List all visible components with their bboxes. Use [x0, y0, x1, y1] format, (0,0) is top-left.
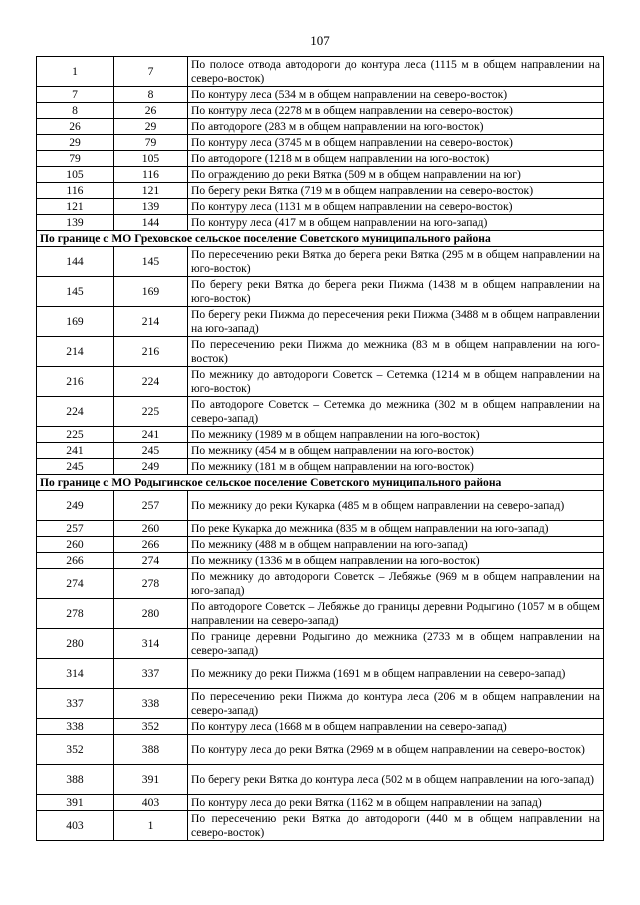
description-cell: По межнику до автодороги Советск – Сетемка (1214 м в общем направлении на юго-восток) — [188, 367, 604, 397]
to-point-cell: 266 — [114, 537, 188, 553]
table-row — [37, 337, 604, 367]
description-cell: По контуру леса (1131 м в общем направлении на северо-восток) — [188, 199, 604, 215]
from-point-cell: 8 — [37, 103, 114, 119]
description-cell: По реке Кукарка до межника (835 м в общем направлении на юго-запад) — [188, 521, 604, 537]
description-cell: По пересечению реки Вятка до берега реки Вятка (295 м в общем направлении на юго-восток) — [188, 247, 604, 277]
to-point-cell: 338 — [114, 689, 188, 719]
from-point-cell: 144 — [37, 247, 114, 277]
description-cell: По контуру леса (3745 м в общем направлении на северо-восток) — [188, 135, 604, 151]
from-point-cell: 352 — [37, 735, 114, 765]
table-row — [37, 811, 604, 841]
description-cell: По межнику до реки Кукарка (485 м в общем направлении на северо-запад) — [188, 491, 604, 521]
from-point-cell: 214 — [37, 337, 114, 367]
to-point-cell: 144 — [114, 215, 188, 231]
description-cell: По берегу реки Вятка до берега реки Пижма (1438 м в общем направлении на юго-восток) — [188, 277, 604, 307]
from-point-cell: 216 — [37, 367, 114, 397]
table-row — [37, 735, 604, 765]
from-point-cell: 338 — [37, 719, 114, 735]
from-point-cell: 169 — [37, 307, 114, 337]
from-point-cell: 1 — [37, 57, 114, 87]
table-row — [37, 57, 604, 87]
description-cell: По берегу реки Вятка (719 м в общем направлении на северо-восток) — [188, 183, 604, 199]
to-point-cell: 403 — [114, 795, 188, 811]
from-point-cell: 121 — [37, 199, 114, 215]
to-point-cell: 337 — [114, 659, 188, 689]
table-row — [37, 569, 604, 599]
description-cell: По пересечению реки Вятка до автодороги (440 м в общем направлении на северо-восток) — [188, 811, 604, 841]
to-point-cell: 116 — [114, 167, 188, 183]
table-row — [37, 599, 604, 629]
table-row — [37, 247, 604, 277]
description-cell: По межнику (1989 м в общем направлении на юго-восток) — [188, 427, 604, 443]
from-point-cell: 337 — [37, 689, 114, 719]
boundary-table — [36, 56, 604, 841]
description-cell: По контуру леса до реки Вятка (1162 м в общем направлении на запад) — [188, 795, 604, 811]
from-point-cell: 278 — [37, 599, 114, 629]
from-point-cell: 26 — [37, 119, 114, 135]
table-row — [37, 765, 604, 795]
to-point-cell: 249 — [114, 459, 188, 475]
from-point-cell: 241 — [37, 443, 114, 459]
description-cell: По границе деревни Родыгино до межника (2733 м в общем направлении на северо-запад) — [188, 629, 604, 659]
description-cell: По полосе отвода автодороги до контура леса (1115 м в общем направлении на северо-восток) — [188, 57, 604, 87]
description-cell: По межнику (454 м в общем направлении на юго-восток) — [188, 443, 604, 459]
description-cell: По контуру леса (1668 м в общем направлении на северо-запад) — [188, 719, 604, 735]
to-point-cell: 169 — [114, 277, 188, 307]
table-row — [37, 119, 604, 135]
from-point-cell: 245 — [37, 459, 114, 475]
table-row — [37, 397, 604, 427]
page-number: 107 — [310, 33, 330, 48]
section-title: По границе с МО Родыгинское сельское поселение Советского муниципального района — [37, 475, 604, 491]
description-cell: По межнику (1336 м в общем направлении на юго-восток) — [188, 553, 604, 569]
table-row — [37, 183, 604, 199]
table-row — [37, 215, 604, 231]
description-cell: По контуру леса (417 м в общем направлении на юго-запад) — [188, 215, 604, 231]
description-cell: По автодороге Советск – Лебяжье до границы деревни Родыгино (1057 м в общем направлении на северо-запад) — [188, 599, 604, 629]
table-row — [37, 277, 604, 307]
table-row — [37, 521, 604, 537]
table-row — [37, 167, 604, 183]
description-cell: По пересечению реки Пижма до межника (83 м в общем направлении на юго-восток) — [188, 337, 604, 367]
to-point-cell: 29 — [114, 119, 188, 135]
description-cell: По межнику до реки Пижма (1691 м в общем направлении на северо-запад) — [188, 659, 604, 689]
table-row — [37, 151, 604, 167]
description-cell: По межнику до автодороги Советск – Лебяжье (969 м в общем направлении на юго-запад) — [188, 569, 604, 599]
from-point-cell: 139 — [37, 215, 114, 231]
table-row — [37, 795, 604, 811]
description-cell: По автодороге Советск – Сетемка до межника (302 м в общем направлении на северо-запад) — [188, 397, 604, 427]
from-point-cell: 403 — [37, 811, 114, 841]
to-point-cell: 280 — [114, 599, 188, 629]
from-point-cell: 274 — [37, 569, 114, 599]
from-point-cell: 29 — [37, 135, 114, 151]
table-row — [37, 307, 604, 337]
to-point-cell: 352 — [114, 719, 188, 735]
to-point-cell: 260 — [114, 521, 188, 537]
to-point-cell: 278 — [114, 569, 188, 599]
table-row — [37, 553, 604, 569]
from-point-cell: 388 — [37, 765, 114, 795]
description-cell: По пересечению реки Пижма до контура леса (206 м в общем направлении на северо-запад) — [188, 689, 604, 719]
description-cell: По контуру леса (534 м в общем направлении на северо-восток) — [188, 87, 604, 103]
to-point-cell: 225 — [114, 397, 188, 427]
to-point-cell: 26 — [114, 103, 188, 119]
from-point-cell: 280 — [37, 629, 114, 659]
table-row — [37, 103, 604, 119]
to-point-cell: 224 — [114, 367, 188, 397]
from-point-cell: 266 — [37, 553, 114, 569]
description-cell: По автодороге (1218 м в общем направлении на юго-восток) — [188, 151, 604, 167]
to-point-cell: 391 — [114, 765, 188, 795]
description-cell: По автодороге (283 м в общем направлении на юго-восток) — [188, 119, 604, 135]
to-point-cell: 139 — [114, 199, 188, 215]
table-row — [37, 689, 604, 719]
table-row — [37, 459, 604, 475]
to-point-cell: 257 — [114, 491, 188, 521]
from-point-cell: 116 — [37, 183, 114, 199]
from-point-cell: 225 — [37, 427, 114, 443]
to-point-cell: 79 — [114, 135, 188, 151]
table-row — [37, 87, 604, 103]
from-point-cell: 7 — [37, 87, 114, 103]
from-point-cell: 314 — [37, 659, 114, 689]
description-cell: По ограждению до реки Вятка (509 м в общем направлении на юг) — [188, 167, 604, 183]
description-cell: По межнику (181 м в общем направлении на юго-восток) — [188, 459, 604, 475]
to-point-cell: 241 — [114, 427, 188, 443]
to-point-cell: 121 — [114, 183, 188, 199]
from-point-cell: 224 — [37, 397, 114, 427]
table-row — [37, 537, 604, 553]
table-row — [37, 659, 604, 689]
to-point-cell: 214 — [114, 307, 188, 337]
section-header-row — [37, 475, 604, 491]
table-row — [37, 491, 604, 521]
description-cell: По берегу реки Пижма до пересечения реки Пижма (3488 м в общем направлении на юго-запад) — [188, 307, 604, 337]
description-cell: По берегу реки Вятка до контура леса (502 м в общем направлении на юго-запад) — [188, 765, 604, 795]
to-point-cell: 8 — [114, 87, 188, 103]
from-point-cell: 391 — [37, 795, 114, 811]
to-point-cell: 274 — [114, 553, 188, 569]
to-point-cell: 216 — [114, 337, 188, 367]
from-point-cell: 260 — [37, 537, 114, 553]
table-row — [37, 427, 604, 443]
to-point-cell: 388 — [114, 735, 188, 765]
to-point-cell: 105 — [114, 151, 188, 167]
description-cell: По контуру леса до реки Вятка (2969 м в общем направлении на северо-восток) — [188, 735, 604, 765]
to-point-cell: 314 — [114, 629, 188, 659]
table-row — [37, 367, 604, 397]
table-row — [37, 443, 604, 459]
table-row — [37, 719, 604, 735]
section-header-row — [37, 231, 604, 247]
description-cell: По межнику (488 м в общем направлении на юго-запад) — [188, 537, 604, 553]
to-point-cell: 7 — [114, 57, 188, 87]
boundary-table-body — [37, 57, 604, 841]
section-title: По границе с МО Греховское сельское поселение Советского муниципального района — [37, 231, 604, 247]
to-point-cell: 245 — [114, 443, 188, 459]
from-point-cell: 79 — [37, 151, 114, 167]
from-point-cell: 105 — [37, 167, 114, 183]
description-cell: По контуру леса (2278 м в общем направлении на северо-восток) — [188, 103, 604, 119]
table-row — [37, 199, 604, 215]
table-row — [37, 629, 604, 659]
from-point-cell: 249 — [37, 491, 114, 521]
from-point-cell: 145 — [37, 277, 114, 307]
table-row — [37, 135, 604, 151]
to-point-cell: 1 — [114, 811, 188, 841]
from-point-cell: 257 — [37, 521, 114, 537]
to-point-cell: 145 — [114, 247, 188, 277]
